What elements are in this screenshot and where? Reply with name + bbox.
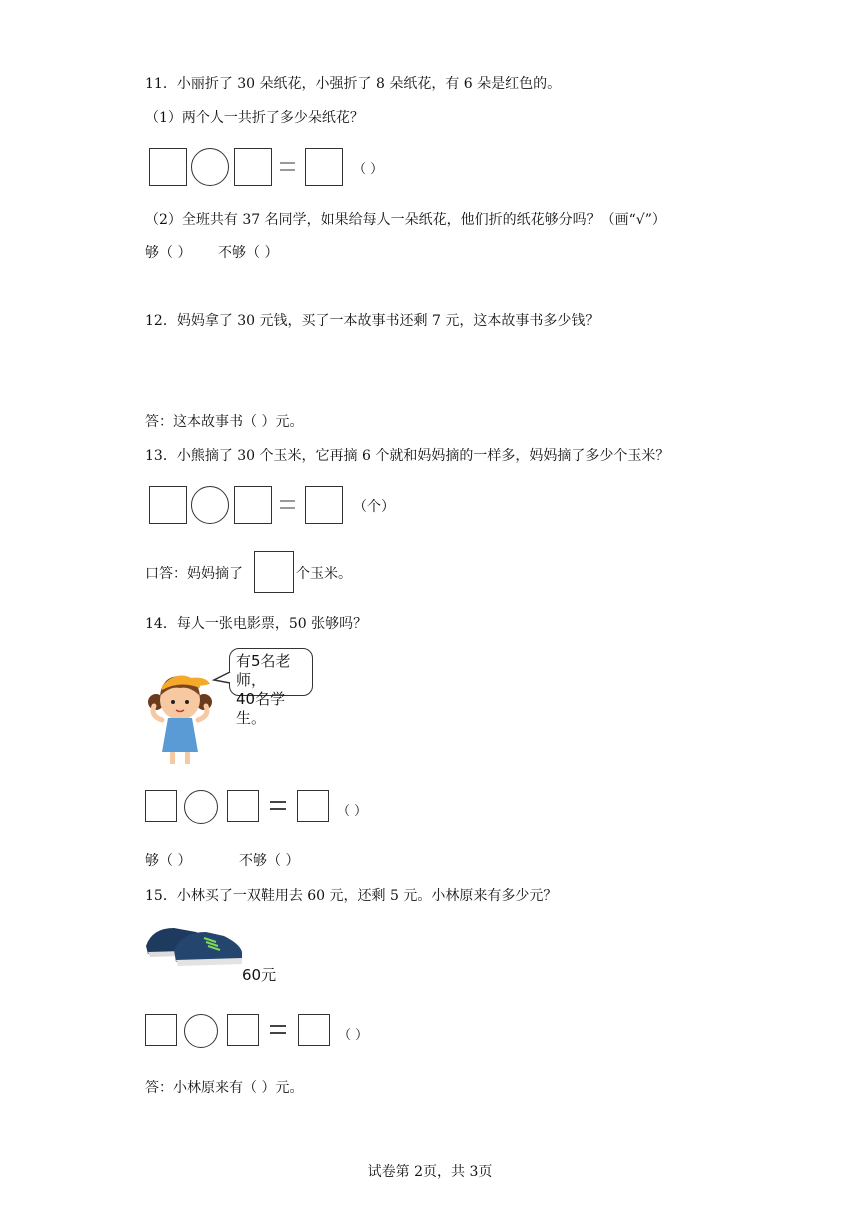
answer-box[interactable] <box>227 1014 259 1046</box>
q12-stem: 12．妈妈拿了 30 元钱，买了一本故事书还剩 7 元，这本故事书多少钱？ <box>145 313 600 329</box>
answer-box[interactable] <box>305 486 343 524</box>
q13-answer-prefix: 口答：妈妈摘了 <box>145 566 243 582</box>
answer-box[interactable] <box>227 790 259 822</box>
speech-bubble <box>229 648 313 727</box>
q15-stem: 15．小林买了一双鞋用去 60 元，还剩 5 元。小林原来有多少元？ <box>145 888 558 904</box>
unit-label: （个） <box>353 499 395 515</box>
page-footer: 试卷第 2页，共 3页 <box>367 1164 493 1180</box>
answer-box[interactable] <box>305 148 343 186</box>
q11-enough[interactable]: 够（ ） <box>145 245 192 261</box>
q14-enough[interactable]: 够（ ） <box>145 853 192 869</box>
operator-circle[interactable] <box>191 148 229 186</box>
unit-blank[interactable]: （ ） <box>353 162 384 177</box>
answer-box[interactable] <box>234 486 272 524</box>
q11-sub2: （2）全班共有 37 名同学，如果给每人一朵纸花，他们折的纸花够分吗？（画“√”） <box>145 212 666 228</box>
operator-circle[interactable] <box>184 1014 218 1048</box>
operator-circle[interactable] <box>191 486 229 524</box>
unit-blank[interactable]: （ ） <box>338 1028 369 1043</box>
answer-box[interactable] <box>149 148 187 186</box>
q13-stem: 13．小熊摘了 30 个玉米，它再摘 6 个就和妈妈摘的一样多，妈妈摘了多少个玉米？ <box>145 448 670 464</box>
equals-icon <box>270 801 286 810</box>
q12-answer[interactable]: 答：这本故事书（ ）元。 <box>145 414 304 430</box>
operator-circle[interactable] <box>184 790 218 824</box>
answer-box[interactable] <box>234 148 272 186</box>
bubble-line: 有5名老师， <box>236 652 291 689</box>
q11-stem: 11．小丽折了 30 朵纸花，小强折了 8 朵纸花，有 6 朵是红色的。 <box>145 76 562 92</box>
equals-icon <box>280 162 295 171</box>
q14-stem: 14．每人一张电影票，50 张够吗？ <box>145 616 368 632</box>
q13-answer-suffix: 个玉米。 <box>296 566 352 582</box>
price-tag: 60元 <box>242 966 277 984</box>
answer-box[interactable] <box>145 790 177 822</box>
answer-box[interactable] <box>254 551 294 593</box>
bubble-line: 40名学生。 <box>236 690 286 727</box>
q15-answer[interactable]: 答：小林原来有（ ）元。 <box>145 1080 304 1096</box>
answer-box[interactable] <box>145 1014 177 1046</box>
answer-box[interactable] <box>149 486 187 524</box>
q11-sub1: （1）两个人一共折了多少朵纸花？ <box>145 110 364 126</box>
answer-box[interactable] <box>297 790 329 822</box>
equals-icon <box>280 500 295 509</box>
q11-not-enough[interactable]: 不够（ ） <box>218 245 279 261</box>
unit-blank[interactable]: （ ） <box>337 804 368 819</box>
shoes-illustration <box>144 918 244 976</box>
equals-icon <box>270 1025 286 1034</box>
q14-not-enough[interactable]: 不够（ ） <box>239 853 300 869</box>
answer-box[interactable] <box>298 1014 330 1046</box>
bubble-tail <box>212 670 232 686</box>
